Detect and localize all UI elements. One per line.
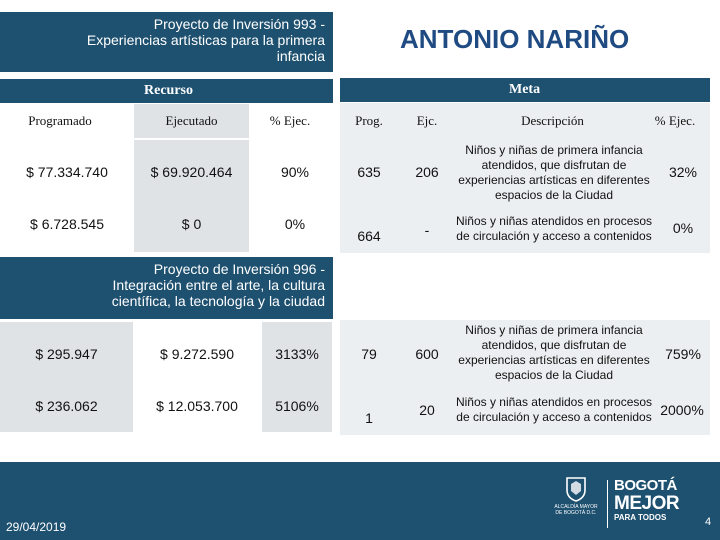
row996-2-pct: 5106% — [275, 398, 319, 414]
row996-2-descripcion: Niños y niñas atendidos en procesos de circulación y acceso a contenidos — [455, 395, 653, 424]
footer-date: 29/04/2019 — [6, 520, 67, 534]
col-prog: Prog. — [355, 113, 383, 128]
row993-1-pct: 90% — [280, 164, 310, 180]
meta-label: Meta — [509, 82, 541, 97]
page-title: ANTONIO NARIÑO — [400, 24, 630, 54]
coat-of-arms-icon — [565, 476, 587, 502]
row993-1-ejc: 206 — [415, 164, 439, 180]
meta-bar — [340, 78, 710, 102]
row996-1-descripcion: Niños y niñas de primera infancia atendidos, que disfrutan de experiencias artísticas en diferentes espacios de la Ciudad — [458, 323, 650, 382]
row996-1-ejc: 600 — [415, 346, 439, 362]
row993-1-meta-pct: 32% — [668, 164, 698, 180]
row996-2-meta-pct: 2000% — [660, 402, 704, 418]
bogota-word: BOGOTÁ — [614, 477, 677, 494]
row993-1-ejecutado: $ 69.920.464 — [150, 164, 233, 180]
row993-2-programado: $ 6.728.545 — [30, 216, 104, 232]
para-todos-word: PARA TODOS — [614, 513, 667, 522]
col-pct-ejec-meta: % Ejec. — [654, 113, 696, 128]
row996-2-prog: 1 — [365, 410, 373, 426]
alcaldia-text: ALCALDÍA MAYOR DE BOGOTÁ D.C. — [554, 504, 598, 516]
row996-1-ejecutado: $ 9.272.590 — [160, 346, 234, 362]
alcaldia-logo — [548, 476, 604, 532]
col-programado: Programado — [28, 113, 92, 128]
col-ejecutado: Ejecutado — [134, 104, 249, 138]
row996-1-programado: $ 295.947 — [35, 346, 98, 362]
recurso-label: Recurso — [144, 83, 193, 98]
row996-2-ejc: 20 — [419, 402, 435, 418]
row993-2-ejc: - — [424, 222, 430, 238]
mejor-word: MEJOR — [614, 493, 680, 514]
footer-bar — [0, 462, 720, 540]
recurso-bar — [0, 79, 333, 103]
row996-2-programado: $ 236.062 — [35, 398, 98, 414]
row993-2-pct: 0% — [284, 216, 306, 232]
row993-1-programado: $ 77.334.740 — [26, 164, 108, 180]
project-993-title: Proyecto de Inversión 993 - Experiencias artísticas para la primera infancia — [0, 12, 333, 72]
row996-1-prog: 79 — [361, 346, 377, 362]
page-number: 4 — [705, 516, 712, 528]
row996-1-pct: 3133% — [275, 346, 319, 362]
row993-2-descripcion: Niños y niñas atendidos en procesos de circulación y acceso a contenidos — [455, 214, 653, 243]
row996-2-ejecutado: $ 12.053.700 — [156, 398, 238, 414]
col-pct-ejec-recurso: % Ejec. — [269, 113, 311, 128]
row996-1-meta-pct: 759% — [665, 346, 701, 362]
row993-2-prog: 664 — [357, 228, 381, 244]
row993-2-ejecutado: $ 0 — [181, 216, 202, 232]
bogota-logo — [614, 478, 694, 530]
col-descripcion: Descripción — [521, 113, 584, 128]
logo-divider — [607, 480, 608, 528]
row993-1-prog: 635 — [357, 164, 381, 180]
col-ejc: Ejc. — [416, 113, 438, 128]
row993-1-descripcion: Niños y niñas de primera infancia atendidos, que disfrutan de experiencias artísticas en diferentes espacios de la Ciudad — [458, 143, 650, 202]
row993-2-meta-pct: 0% — [672, 220, 694, 236]
project-996-title: Proyecto de Inversión 996 - Integración entre el arte, la cultura científica, la tecnología y la ciudad — [0, 257, 333, 319]
